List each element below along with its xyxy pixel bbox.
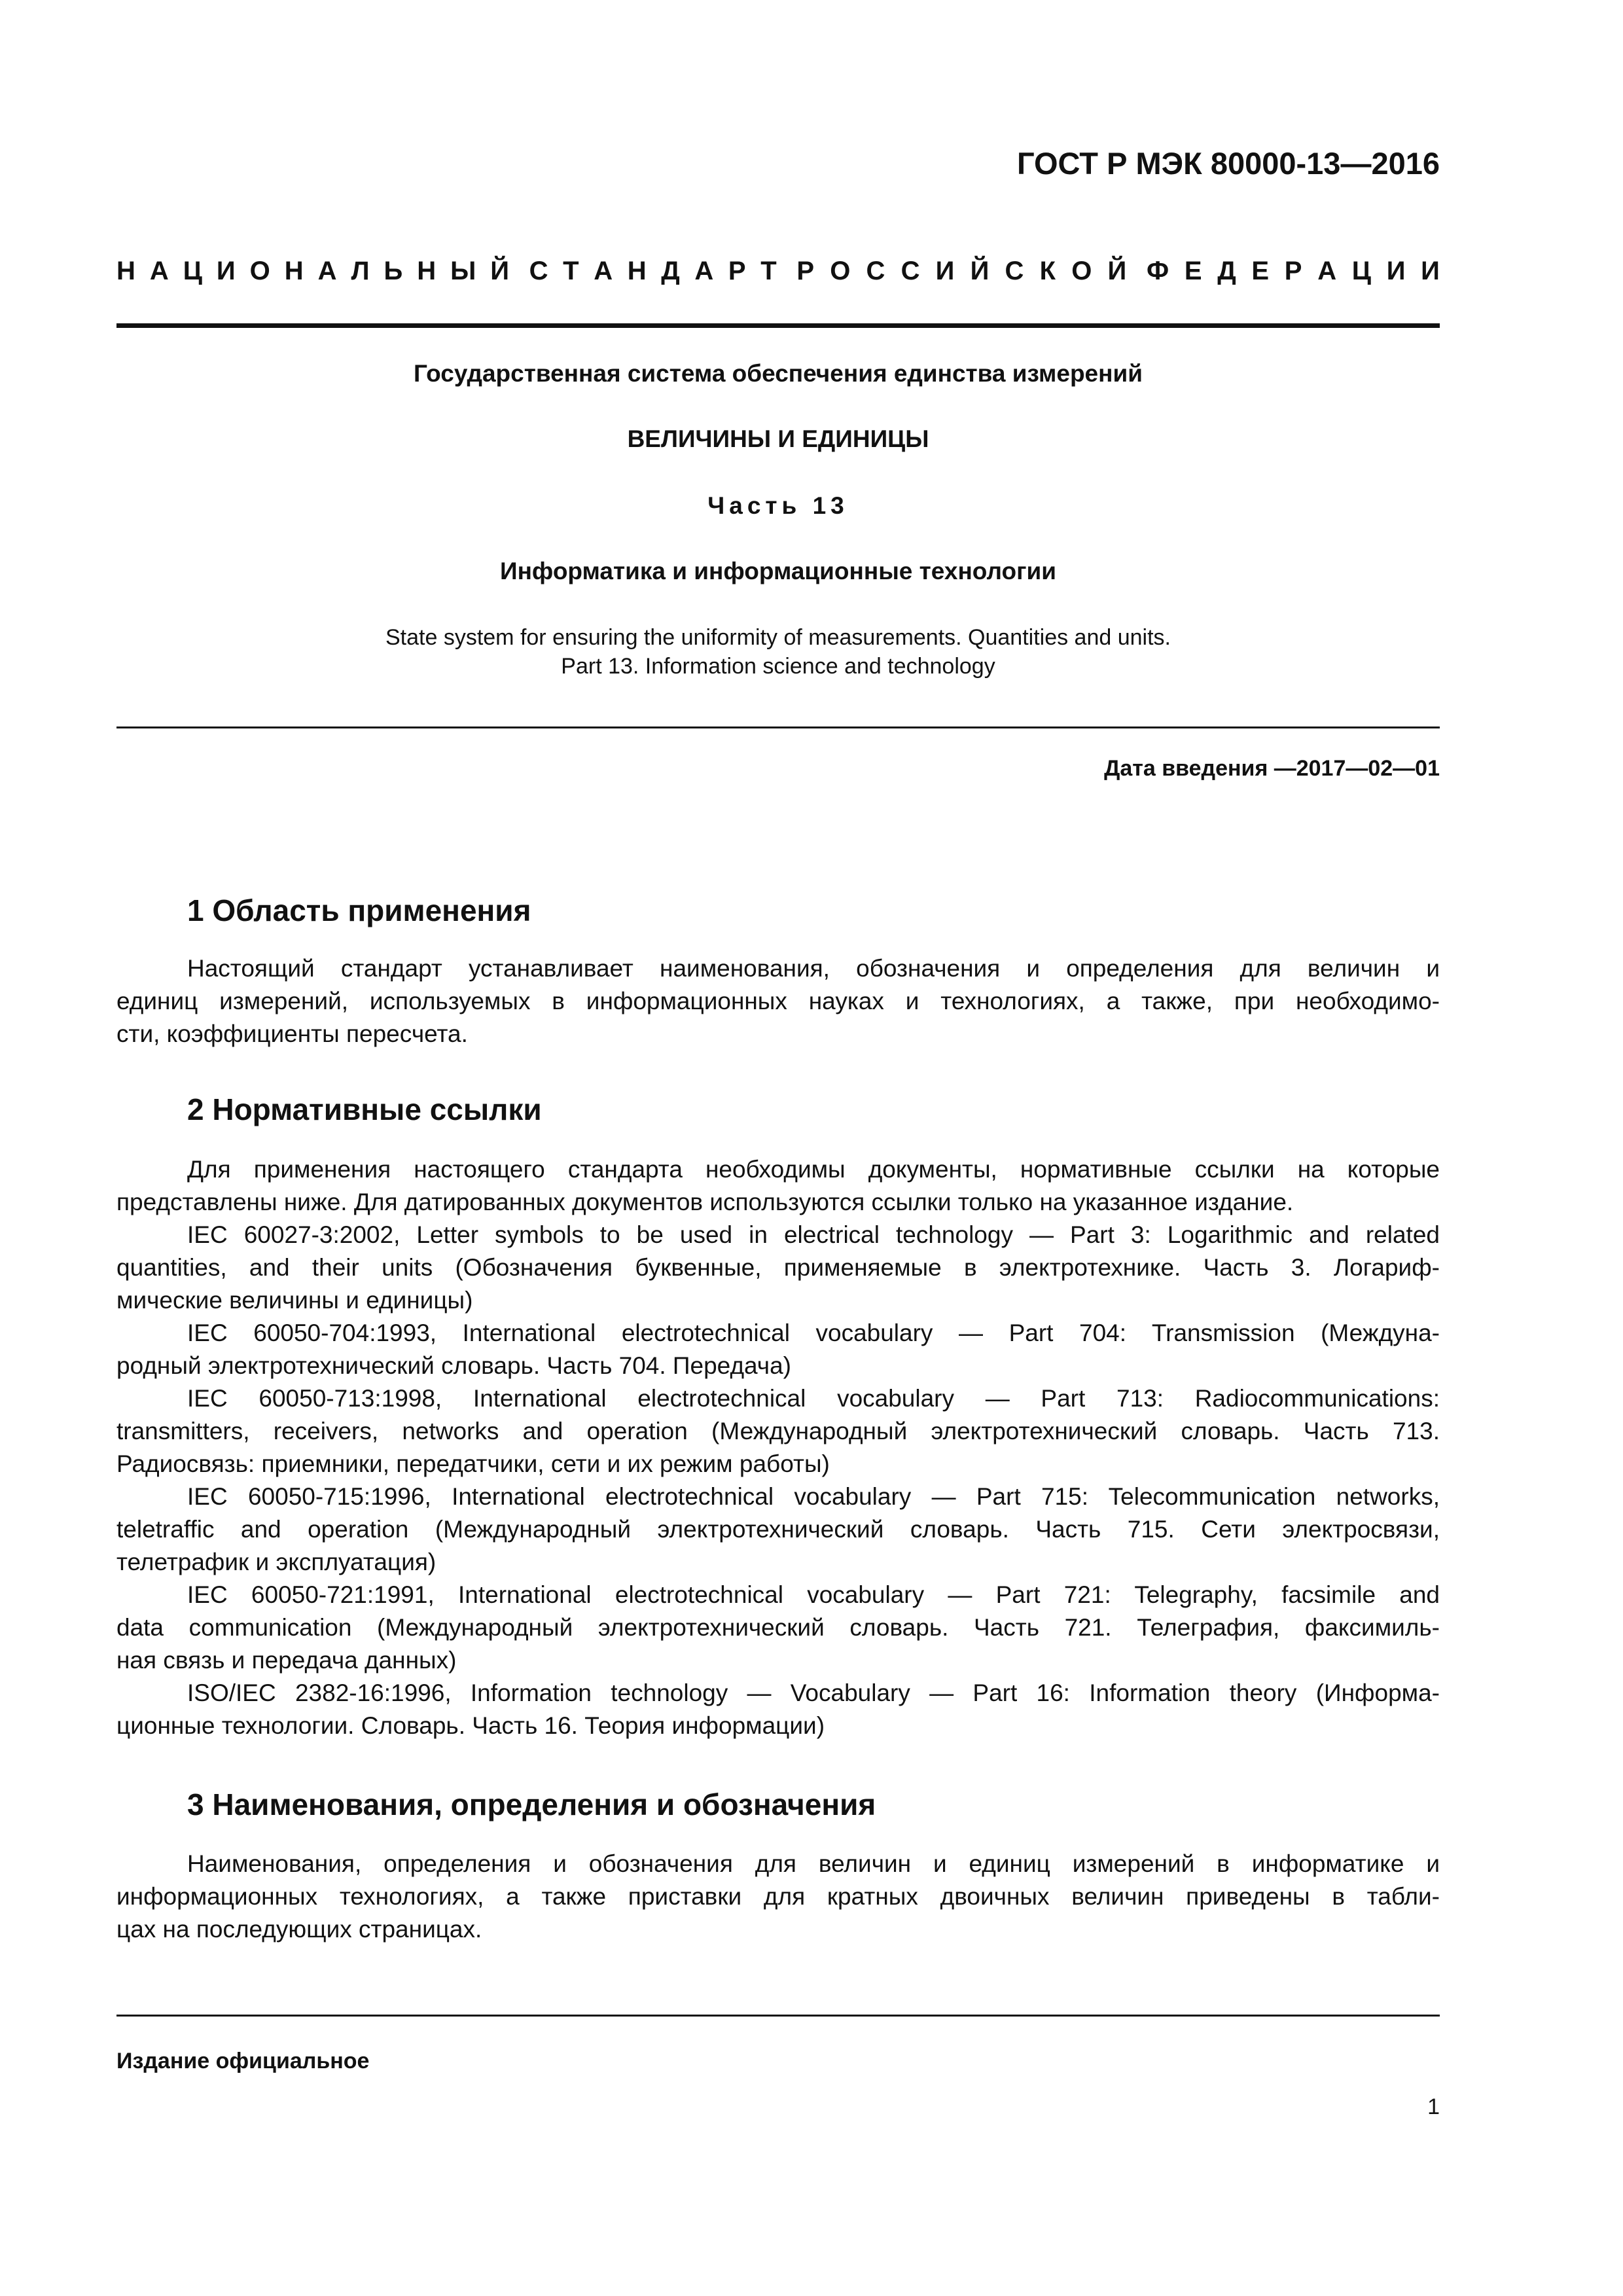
section-body	[116, 1153, 1440, 1742]
quantities-title: ВЕЛИЧИНЫ И ЕДИНИЦЫ	[627, 425, 929, 452]
banner-word: Р О С С И Й С К О Й	[796, 257, 1127, 285]
text-line: ционные технологии. Словарь. Часть 16. Теория информации)	[116, 1712, 825, 1739]
footer-divider	[116, 2015, 1440, 2017]
intro-date: Дата введения —2017—02—01	[1104, 756, 1440, 781]
text-line: IEC 60027-3:2002, Letter symbols to be used in electrical technology — Part 3: Logarithmic and related	[187, 1221, 1440, 1248]
banner-word: Ф Е Д Е Р А Ц И И	[1146, 257, 1440, 285]
text-line: родный электротехнический словарь. Часть 704. Передача)	[116, 1352, 791, 1379]
text-line: quantities, and their units (Обозначения буквенные, применяемые в электротехнике. Часть 3. Логариф-	[116, 1254, 1440, 1281]
text-line: transmitters, receivers, networks and operation (Международный электротехнический словарь. Часть 713.	[116, 1418, 1440, 1444]
official-edition-label: Издание официальное	[116, 2049, 370, 2073]
national-standard-banner	[116, 257, 1440, 286]
english-title-line: Part 13. Information science and technology	[561, 654, 995, 679]
text-line: IEC 60050-713:1998, International electrotechnical vocabulary — Part 713: Radiocommunications:	[187, 1385, 1440, 1412]
section-heading: 3 Наименования, определения и обозначения	[187, 1787, 876, 1821]
section-heading: 1 Область применения	[187, 893, 531, 927]
text-line: сти, коэффициенты пересчета.	[116, 1020, 468, 1047]
text-line: IEC 60050-715:1996, International electrotechnical vocabulary — Part 715: Telecommunication networks,	[187, 1483, 1440, 1510]
text-line: IEC 60050-721:1991, International electrotechnical vocabulary — Part 721: Telegraphy, facsimile and	[187, 1581, 1440, 1608]
section-heading: 2 Нормативные ссылки	[187, 1092, 542, 1126]
text-line: Радиосвязь: приемники, передатчики, сети и их режим работы)	[116, 1450, 830, 1477]
page-number: 1	[1427, 2094, 1440, 2119]
part-title: Часть 13	[707, 492, 849, 519]
title-divider	[116, 726, 1440, 728]
header-divider	[116, 323, 1440, 328]
text-line: представлены ниже. Для датированных документов используются ссылки только на указанное издание.	[116, 1189, 1294, 1215]
section-body	[116, 1848, 1440, 1946]
section-body	[116, 952, 1440, 1050]
text-line: data communication (Международный электротехнический словарь. Часть 721. Телеграфия, факсимиль-	[116, 1614, 1440, 1641]
subject-title: Информатика и информационные технологии	[499, 558, 1056, 584]
text-line: ная связь и передача данных)	[116, 1647, 457, 1674]
standard-designation: ГОСТ Р МЭК 80000-13—2016	[1016, 146, 1440, 181]
banner-word: Н А Ц И О Н А Л Ь Н Ы Й	[116, 257, 509, 285]
text-line: единиц измерений, используемых в информационных науках и технологиях, а также, при необходимо-	[116, 988, 1440, 1014]
system-title: Государственная система обеспечения единства измерений	[414, 360, 1143, 387]
banner-word: С Т А Н Д А Р Т	[529, 257, 777, 285]
text-line: Наименования, определения и обозначения для величин и единиц измерений в информатике и	[187, 1850, 1440, 1877]
text-line: Для применения настоящего стандарта необходимы документы, нормативные ссылки на которые	[187, 1156, 1440, 1183]
text-line: мические величины и единицы)	[116, 1287, 473, 1314]
text-line: цах на последующих страницах.	[116, 1916, 482, 1943]
text-line: телетрафик и эксплуатация)	[116, 1549, 437, 1575]
text-line: ISO/IEC 2382-16:1996, Information technology — Vocabulary — Part 16: Information theory (Информа-	[187, 1679, 1440, 1706]
english-title-line: State system for ensuring the uniformity of measurements. Quantities and units.	[385, 625, 1171, 650]
text-line: teletraffic and operation (Международный электротехнический словарь. Часть 715. Сети электросвязи,	[116, 1516, 1440, 1543]
text-line: Настоящий стандарт устанавливает наименования, обозначения и определения для величин и	[187, 955, 1440, 982]
text-line: IEC 60050-704:1993, International electrotechnical vocabulary — Part 704: Transmission (Междуна-	[187, 1319, 1440, 1346]
text-line: информационных технологиях, а также приставки для кратных двоичных величин приведены в табли-	[116, 1883, 1440, 1910]
